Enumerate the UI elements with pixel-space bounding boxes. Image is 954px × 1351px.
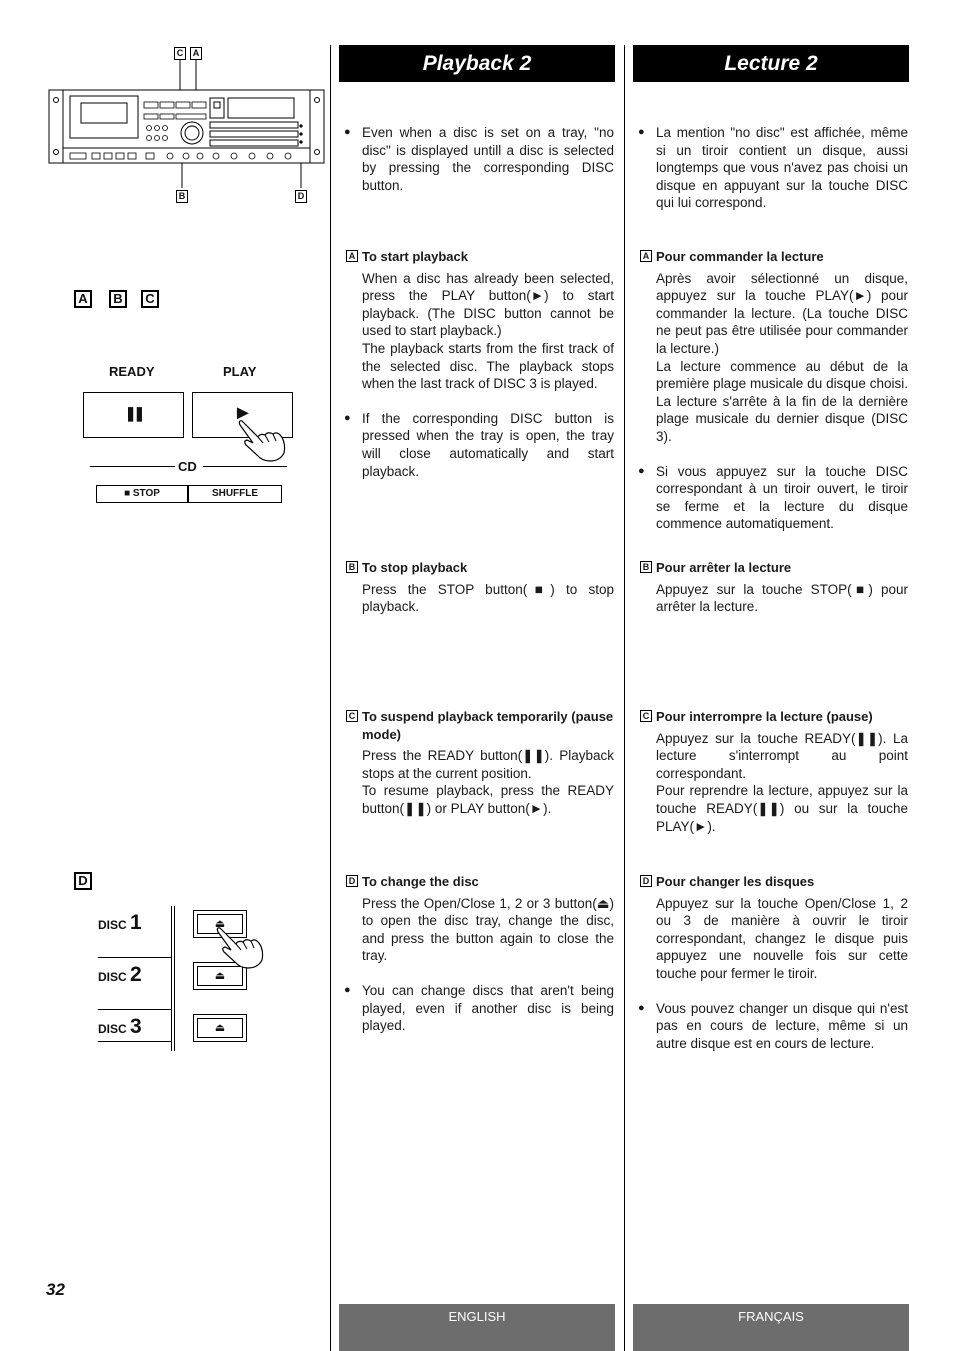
- device-label-c: C: [174, 47, 186, 60]
- english-title: Playback 2: [339, 45, 615, 82]
- play-label: PLAY: [223, 364, 257, 379]
- step-label-b: B: [109, 290, 127, 308]
- french-section-c: C Pour interrompre la lecture (pause) Appuyez sur la touche READY(❚❚). La lecture s'interrompt au point correspondant. Pour reprendre la lecture, appuyez sur la touche READY(❚❚) ou sur la touche PLAY(►).: [636, 708, 908, 835]
- english-section-b: B To stop playback Press the STOP button(■) to stop playback.: [342, 559, 614, 616]
- french-section-a: A Pour commander la lecture Après avoir sélectionné un disque, appuyez sur la touche PLAY(►) pour commander la lecture. (La touche DISC ne peut pas être utilisée pour commander la lecture.) La lecture commence au début de la première plage musicale du disque choisi. La lecture s'arrête à la fin de la dernière plage musicale du dernier disque (DISC 3). ● Si vous appuyez sur la touche DISC correspondant à un tiroir ouvert, le tiroir se ferme et la lecture du disque commence automatiquement.: [636, 248, 908, 533]
- french-intro: ● La mention "no disc" est affichée, même si un tiroir contient un disque, aussi longtemps que vous n'avez pas choisi un disque en appuyant sur la touche DISC qui lui correspond.: [636, 124, 908, 212]
- disc-panel-line1: [171, 906, 172, 1051]
- disc-divider-2: [98, 1009, 171, 1010]
- french-footer: FRANÇAIS: [633, 1304, 909, 1351]
- english-intro: ● Even when a disc is set on a tray, "no disc" is displayed untill a disc is selected by pressing the corresponding DISC button.: [342, 124, 614, 194]
- ready-label: READY: [109, 364, 155, 379]
- step-label-d: D: [74, 872, 92, 890]
- shuffle-button[interactable]: SHUFFLE: [188, 485, 282, 503]
- device-label-d: D: [295, 190, 307, 203]
- french-title: Lecture 2: [633, 45, 909, 82]
- play-icon: ►: [233, 402, 253, 424]
- disc-divider-1: [98, 957, 171, 958]
- french-section-d: D Pour changer les disques Appuyez sur la touche Open/Close 1, 2 ou 3 de manière à ouvrir le tiroir correspondant, changez le disque puis appuyez une nouvelle fois sur cette touche pour fermer le tiroir. ● Vous pouvez changer un disque qui n'est pas en cours de lecture, même si un autre disque est en cours de lecture.: [636, 873, 908, 1052]
- english-section-a: A To start playback When a disc has already been selected, press the PLAY button(►) to start playback. (The DISC button cannot be used to start playback.) The playback starts from the first track of the selected disc. The playback stops when the last track of DISC 3 is played. ● If the corresponding DISC button is pressed when the tray is open, the tray will close automatically and start playback.: [342, 248, 614, 480]
- eject-icon: ⏏: [214, 1022, 226, 1034]
- french-section-b: B Pour arrêter la lecture Appuyez sur la touche STOP(■) pour arrêter la lecture.: [636, 559, 908, 616]
- step-label-a: A: [74, 290, 92, 308]
- disc-2-label: DISC 2: [98, 963, 142, 986]
- page-number: 32: [46, 1280, 65, 1299]
- cd-divider-right: [203, 466, 287, 467]
- disc-1-label: DISC 1: [98, 911, 142, 934]
- english-section-c: C To suspend playback temporarily (pause mode) Press the READY button(❚❚). Playback stops at the current position. To resume playback, press the READY button(❚❚) or PLAY button(►).: [342, 708, 614, 818]
- english-section-d: D To change the disc Press the Open/Close 1, 2 or 3 button(⏏) to open the disc tray, change the disc, and press the button again to close the tray. ● You can change discs that aren't being played, even if another disc is being played.: [342, 873, 614, 1035]
- disc-divider-3: [98, 1041, 171, 1042]
- disc-3-label: DISC 3: [98, 1015, 142, 1038]
- ready-button[interactable]: [83, 392, 184, 438]
- stop-button[interactable]: ■ STOP: [96, 485, 188, 503]
- english-footer: ENGLISH: [339, 1304, 615, 1351]
- device-label-a: A: [190, 47, 202, 60]
- cd-label: CD: [178, 459, 197, 474]
- disc-panel-line2: [174, 906, 175, 1051]
- cd-divider-left: [90, 466, 175, 467]
- hand-pointer-icon: [238, 415, 290, 465]
- eject-icon: ⏏: [214, 918, 226, 930]
- cd-recorder-drawing: [48, 60, 328, 210]
- device-label-b: B: [176, 190, 188, 203]
- column-divider-right: [624, 45, 625, 1351]
- eject-icon: ⏏: [214, 970, 226, 982]
- disc-3-eject-button[interactable]: [193, 1014, 247, 1042]
- pause-icon: ❚❚: [124, 405, 143, 421]
- column-divider-left: [330, 45, 331, 1351]
- step-label-c: C: [141, 290, 159, 308]
